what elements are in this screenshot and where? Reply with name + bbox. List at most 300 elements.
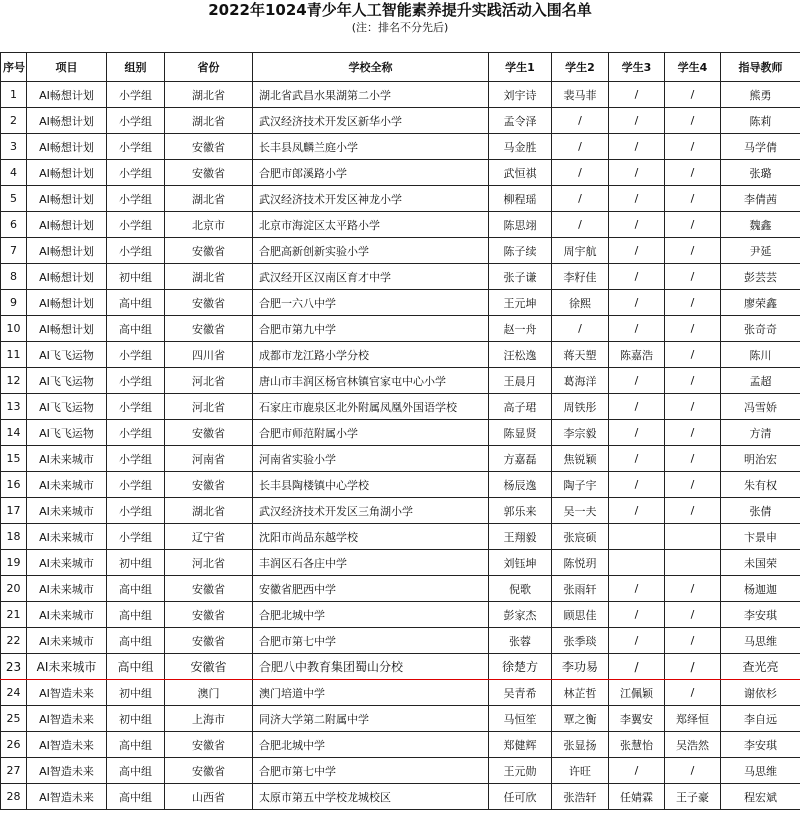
table-cell-student1: 杨辰逸 — [489, 472, 552, 498]
table-cell-teacher: 未国荣 — [721, 550, 800, 576]
table-cell-student1: 汪松逸 — [489, 342, 552, 368]
table-row — [1, 316, 800, 342]
table-cell-teacher: 孟超 — [721, 368, 800, 394]
table-cell-student1: 王元坤 — [489, 290, 552, 316]
table-cell-school: 太原市第五中学校龙城校区 — [253, 784, 489, 810]
table-cell-province: 河南省 — [165, 446, 253, 472]
table-cell-group: 小学组 — [107, 108, 165, 134]
table-cell-student2: 裴马菲 — [552, 82, 609, 108]
table-cell-teacher: 马思维 — [721, 758, 800, 784]
table-row — [1, 420, 800, 446]
table-cell-student1: 马恒笙 — [489, 706, 552, 732]
table-cell-school: 北京市海淀区太平路小学 — [253, 212, 489, 238]
table-cell-project: AI畅想计划 — [27, 186, 107, 212]
table-cell-project: AI未来城市 — [27, 628, 107, 654]
table-cell-teacher: 廖荣鑫 — [721, 290, 800, 316]
table-cell-project: AI未来城市 — [27, 550, 107, 576]
table-cell-teacher: 查光亮 — [721, 654, 800, 680]
table-cell-school: 唐山市丰润区杨官林镇官家屯中心小学 — [253, 368, 489, 394]
table-cell-student3: / — [609, 316, 665, 342]
table-cell-school: 丰润区石各庄中学 — [253, 550, 489, 576]
table-cell-school: 同济大学第二附属中学 — [253, 706, 489, 732]
table-cell-student4: / — [665, 264, 721, 290]
table-cell-teacher: 马学倩 — [721, 134, 800, 160]
table-cell-province: 安徽省 — [165, 576, 253, 602]
table-cell-student1: 张蓉 — [489, 628, 552, 654]
table-cell-school: 武汉经济技术开发区新华小学 — [253, 108, 489, 134]
table-cell-student4: / — [665, 498, 721, 524]
table-cell-student4: / — [665, 290, 721, 316]
table-cell-school: 成都市龙江路小学分校 — [253, 342, 489, 368]
table-cell-student3: / — [609, 628, 665, 654]
table-row — [1, 550, 800, 576]
table-cell-project: AI飞飞运物 — [27, 342, 107, 368]
table-cell-group: 小学组 — [107, 420, 165, 446]
table-cell-student3: / — [609, 212, 665, 238]
table-row — [1, 342, 800, 368]
table-cell-teacher: 尹延 — [721, 238, 800, 264]
table-cell-group: 高中组 — [107, 290, 165, 316]
table-cell-student2: / — [552, 108, 609, 134]
table-cell-province: 安徽省 — [165, 420, 253, 446]
table-cell-student2: / — [552, 186, 609, 212]
table-cell-student2: / — [552, 316, 609, 342]
table-cell-province: 澳门 — [165, 680, 253, 706]
table-cell-group: 小学组 — [107, 342, 165, 368]
table-cell-student4: / — [665, 186, 721, 212]
table-cell-group: 小学组 — [107, 498, 165, 524]
table-cell-index: 16 — [1, 472, 27, 498]
table-row — [1, 602, 800, 628]
table-cell-student1: 方嘉磊 — [489, 446, 552, 472]
table-cell-group: 高中组 — [107, 576, 165, 602]
table-cell-student1: 柳程瑶 — [489, 186, 552, 212]
table-cell-student3: 任婧霖 — [609, 784, 665, 810]
table-cell-project: AI智造未来 — [27, 784, 107, 810]
table-cell-student1: 陈子续 — [489, 238, 552, 264]
document-title: 2022年1024青少年人工智能素养提升实践活动入围名单 — [208, 1, 592, 19]
table-cell-school: 湖北省武昌水果湖第二小学 — [253, 82, 489, 108]
table-cell-teacher: 张璐 — [721, 160, 800, 186]
table-cell-student1: 陈显贤 — [489, 420, 552, 446]
table-cell-student3 — [609, 524, 665, 550]
table-row — [1, 732, 800, 758]
table-cell-group: 小学组 — [107, 368, 165, 394]
table-cell-province: 安徽省 — [165, 758, 253, 784]
table-cell-project: AI未来城市 — [27, 446, 107, 472]
table-cell-student2: 张季琰 — [552, 628, 609, 654]
table-cell-teacher: 朱有权 — [721, 472, 800, 498]
table-cell-project: AI飞飞运物 — [27, 368, 107, 394]
table-cell-school: 安徽省肥西中学 — [253, 576, 489, 602]
table-cell-index: 11 — [1, 342, 27, 368]
table-cell-teacher: 张倩 — [721, 498, 800, 524]
table-row — [1, 680, 800, 706]
table-cell-index: 15 — [1, 446, 27, 472]
table-cell-student4 — [665, 524, 721, 550]
table-cell-student3: / — [609, 186, 665, 212]
table-cell-student3: 李翼安 — [609, 706, 665, 732]
table-cell-student4: / — [665, 472, 721, 498]
table-cell-school: 河南省实验小学 — [253, 446, 489, 472]
table-cell-group: 初中组 — [107, 706, 165, 732]
table-cell-student2: 周铁彤 — [552, 394, 609, 420]
table-cell-province: 辽宁省 — [165, 524, 253, 550]
table-cell-index: 9 — [1, 290, 27, 316]
table-cell-teacher: 熊勇 — [721, 82, 800, 108]
table-cell-school: 武汉经济技术开发区神龙小学 — [253, 186, 489, 212]
column-header-student1: 学生1 — [489, 53, 552, 82]
column-header-index: 序号 — [1, 53, 27, 82]
table-row — [1, 264, 800, 290]
table-cell-student1: 王晨月 — [489, 368, 552, 394]
table-header — [1, 53, 800, 82]
table-cell-student4: 吴浩然 — [665, 732, 721, 758]
table-row — [1, 706, 800, 732]
table-cell-student2: 葛海洋 — [552, 368, 609, 394]
table-cell-project: AI未来城市 — [27, 602, 107, 628]
table-cell-province: 安徽省 — [165, 602, 253, 628]
table-cell-student2: 吴一夫 — [552, 498, 609, 524]
table-cell-index: 10 — [1, 316, 27, 342]
table-row — [1, 238, 800, 264]
table-cell-student1: 孟令泽 — [489, 108, 552, 134]
table-cell-student3: / — [609, 420, 665, 446]
table-cell-student3: / — [609, 758, 665, 784]
table-cell-index: 8 — [1, 264, 27, 290]
table-cell-student4: / — [665, 654, 721, 680]
table-cell-student4: / — [665, 108, 721, 134]
table-cell-student4: / — [665, 212, 721, 238]
table-cell-student1: 张子谦 — [489, 264, 552, 290]
table-cell-student2: 林芷哲 — [552, 680, 609, 706]
table-cell-project: AI畅想计划 — [27, 160, 107, 186]
table-cell-group: 高中组 — [107, 316, 165, 342]
document-subtitle: (注：排名不分先后) — [351, 21, 449, 34]
table-cell-project: AI智造未来 — [27, 758, 107, 784]
table-cell-student4: / — [665, 576, 721, 602]
table-cell-province: 河北省 — [165, 368, 253, 394]
table-cell-teacher: 李安琪 — [721, 732, 800, 758]
table-cell-student2: 许旺 — [552, 758, 609, 784]
table-row — [1, 498, 800, 524]
table-cell-group: 小学组 — [107, 160, 165, 186]
table-row — [1, 368, 800, 394]
table-cell-school: 合肥高新创新实验小学 — [253, 238, 489, 264]
table-cell-project: AI畅想计划 — [27, 264, 107, 290]
table-cell-student2: 张显扬 — [552, 732, 609, 758]
table-cell-school: 合肥一六八中学 — [253, 290, 489, 316]
table-cell-student2: 顾思佳 — [552, 602, 609, 628]
table-cell-project: AI畅想计划 — [27, 134, 107, 160]
table-cell-student1: 马金胜 — [489, 134, 552, 160]
table-cell-student2: 张宸硕 — [552, 524, 609, 550]
table-cell-province: 湖北省 — [165, 186, 253, 212]
table-cell-index: 6 — [1, 212, 27, 238]
table-cell-group: 小学组 — [107, 394, 165, 420]
table-cell-group: 小学组 — [107, 238, 165, 264]
table-cell-school: 长丰县凤麟兰庭小学 — [253, 134, 489, 160]
table-cell-project: AI智造未来 — [27, 680, 107, 706]
table-cell-student3: 江佩颖 — [609, 680, 665, 706]
column-header-school: 学校全称 — [253, 53, 489, 82]
table-cell-index: 21 — [1, 602, 27, 628]
table-row — [1, 134, 800, 160]
table-cell-index: 5 — [1, 186, 27, 212]
table-cell-teacher: 李自远 — [721, 706, 800, 732]
table-cell-index: 14 — [1, 420, 27, 446]
table-cell-school: 合肥市师范附属小学 — [253, 420, 489, 446]
table-cell-project: AI未来城市 — [27, 498, 107, 524]
table-cell-province: 河北省 — [165, 394, 253, 420]
table-cell-group: 小学组 — [107, 524, 165, 550]
table-cell-teacher: 冯雪娇 — [721, 394, 800, 420]
table-row — [1, 186, 800, 212]
table-cell-student3 — [609, 550, 665, 576]
table-cell-group: 小学组 — [107, 82, 165, 108]
table-cell-student1: 彭家杰 — [489, 602, 552, 628]
table-cell-student3: / — [609, 108, 665, 134]
table-cell-student1: 王翔毅 — [489, 524, 552, 550]
table-cell-student4: / — [665, 368, 721, 394]
table-cell-school: 沈阳市尚品东越学校 — [253, 524, 489, 550]
table-cell-teacher: 马思维 — [721, 628, 800, 654]
table-cell-student3: / — [609, 238, 665, 264]
table-cell-group: 小学组 — [107, 134, 165, 160]
table-row — [1, 446, 800, 472]
table-cell-student3: / — [609, 576, 665, 602]
table-cell-student2: 张浩轩 — [552, 784, 609, 810]
table-cell-group: 初中组 — [107, 264, 165, 290]
table-cell-province: 北京市 — [165, 212, 253, 238]
table-cell-index: 13 — [1, 394, 27, 420]
table-cell-province: 安徽省 — [165, 290, 253, 316]
table-cell-student4: 王子豪 — [665, 784, 721, 810]
table-cell-index: 2 — [1, 108, 27, 134]
table-cell-index: 17 — [1, 498, 27, 524]
table-cell-student2: / — [552, 160, 609, 186]
table-cell-project: AI畅想计划 — [27, 290, 107, 316]
table-cell-index: 23 — [1, 654, 27, 680]
table-cell-student1: 吴青希 — [489, 680, 552, 706]
table-cell-teacher: 彭芸芸 — [721, 264, 800, 290]
table-cell-teacher: 谢依杉 — [721, 680, 800, 706]
table-cell-student3: / — [609, 134, 665, 160]
table-cell-index: 27 — [1, 758, 27, 784]
table-cell-group: 初中组 — [107, 550, 165, 576]
table-cell-student4 — [665, 550, 721, 576]
table-cell-school: 合肥北城中学 — [253, 602, 489, 628]
table-cell-student3: / — [609, 654, 665, 680]
table-cell-student1: 倪歌 — [489, 576, 552, 602]
header-row — [1, 53, 800, 82]
table-row — [1, 628, 800, 654]
column-header-province: 省份 — [165, 53, 253, 82]
table-cell-teacher: 卞景申 — [721, 524, 800, 550]
table-cell-student3: / — [609, 264, 665, 290]
column-header-student3: 学生3 — [609, 53, 665, 82]
table-cell-province: 上海市 — [165, 706, 253, 732]
table-cell-student4: / — [665, 420, 721, 446]
table-cell-project: AI未来城市 — [27, 654, 107, 680]
table-cell-teacher: 魏鑫 — [721, 212, 800, 238]
table-cell-project: AI未来城市 — [27, 576, 107, 602]
table-cell-index: 7 — [1, 238, 27, 264]
table-cell-student2: 覃之衡 — [552, 706, 609, 732]
table-cell-student3: / — [609, 368, 665, 394]
table-cell-project: AI未来城市 — [27, 524, 107, 550]
table-cell-province: 湖北省 — [165, 498, 253, 524]
table-cell-student4: / — [665, 134, 721, 160]
table-cell-province: 湖北省 — [165, 264, 253, 290]
table-cell-school: 澳门培道中学 — [253, 680, 489, 706]
table-cell-index: 3 — [1, 134, 27, 160]
column-header-project: 项目 — [27, 53, 107, 82]
table-cell-group: 高中组 — [107, 732, 165, 758]
table-cell-project: AI智造未来 — [27, 706, 107, 732]
column-header-student2: 学生2 — [552, 53, 609, 82]
table-cell-student1: 高子珺 — [489, 394, 552, 420]
table-row — [1, 758, 800, 784]
table-cell-student4: / — [665, 758, 721, 784]
table-cell-province: 安徽省 — [165, 472, 253, 498]
table-cell-student3: / — [609, 290, 665, 316]
table-cell-school: 武汉经开区汉南区育才中学 — [253, 264, 489, 290]
table-body — [1, 82, 800, 810]
table-cell-student2: 李籽佳 — [552, 264, 609, 290]
table-cell-student2: 李功易 — [552, 654, 609, 680]
table-cell-index: 1 — [1, 82, 27, 108]
table-row — [1, 290, 800, 316]
table-cell-index: 25 — [1, 706, 27, 732]
table-cell-province: 湖北省 — [165, 82, 253, 108]
table-row — [1, 108, 800, 134]
table-cell-student1: 刘宇诗 — [489, 82, 552, 108]
table-cell-project: AI畅想计划 — [27, 238, 107, 264]
table-cell-student1: 郑健辉 — [489, 732, 552, 758]
table-cell-teacher: 明治宏 — [721, 446, 800, 472]
table-row — [1, 654, 800, 680]
table-cell-index: 26 — [1, 732, 27, 758]
table-cell-student3: 张慧怡 — [609, 732, 665, 758]
table-cell-student4: / — [665, 342, 721, 368]
table-cell-index: 4 — [1, 160, 27, 186]
table-cell-student4: / — [665, 628, 721, 654]
table-cell-index: 12 — [1, 368, 27, 394]
table-cell-student4: / — [665, 680, 721, 706]
table-cell-school: 长丰县陶楼镇中心学校 — [253, 472, 489, 498]
table-cell-student3: / — [609, 394, 665, 420]
table-cell-student4: / — [665, 602, 721, 628]
table-cell-student1: 王元勋 — [489, 758, 552, 784]
column-header-teacher: 指导教师 — [721, 53, 800, 82]
table-row — [1, 160, 800, 186]
table-cell-student2: 张雨轩 — [552, 576, 609, 602]
table-cell-index: 20 — [1, 576, 27, 602]
table-cell-group: 小学组 — [107, 472, 165, 498]
table-cell-student1: 赵一舟 — [489, 316, 552, 342]
table-cell-index: 18 — [1, 524, 27, 550]
table-cell-province: 河北省 — [165, 550, 253, 576]
table-cell-student2: / — [552, 212, 609, 238]
table-cell-student2: 李宗毅 — [552, 420, 609, 446]
table-cell-index: 22 — [1, 628, 27, 654]
table-cell-student2: 徐熙 — [552, 290, 609, 316]
table-cell-teacher: 李安琪 — [721, 602, 800, 628]
table-cell-student3: / — [609, 498, 665, 524]
table-row — [1, 212, 800, 238]
table-cell-school: 合肥市第九中学 — [253, 316, 489, 342]
table-cell-province: 安徽省 — [165, 134, 253, 160]
table-cell-teacher: 程宏斌 — [721, 784, 800, 810]
table-cell-student2: / — [552, 134, 609, 160]
table-cell-student2: 陶子宇 — [552, 472, 609, 498]
table-cell-project: AI智造未来 — [27, 732, 107, 758]
finalist-table — [0, 52, 800, 810]
table-cell-teacher: 李倩茜 — [721, 186, 800, 212]
table-cell-teacher: 方清 — [721, 420, 800, 446]
table-cell-student3: 陈嘉浩 — [609, 342, 665, 368]
table-cell-school: 合肥市郎溪路小学 — [253, 160, 489, 186]
column-header-group: 组别 — [107, 53, 165, 82]
table-cell-index: 24 — [1, 680, 27, 706]
table-row — [1, 576, 800, 602]
table-cell-teacher: 杨迦迦 — [721, 576, 800, 602]
table-cell-student1: 陈思翊 — [489, 212, 552, 238]
table-cell-project: AI畅想计划 — [27, 82, 107, 108]
table-row — [1, 784, 800, 810]
table-cell-teacher: 陈川 — [721, 342, 800, 368]
table-cell-school: 合肥八中教育集团蜀山分校 — [253, 654, 489, 680]
table-row — [1, 394, 800, 420]
table-row — [1, 472, 800, 498]
table-cell-student3: / — [609, 602, 665, 628]
table-cell-province: 湖北省 — [165, 108, 253, 134]
table-cell-student4: / — [665, 82, 721, 108]
table-cell-group: 小学组 — [107, 212, 165, 238]
table-cell-student1: 武恒祺 — [489, 160, 552, 186]
table-cell-school: 合肥市第七中学 — [253, 628, 489, 654]
table-cell-student1: 郭乐来 — [489, 498, 552, 524]
table-cell-project: AI未来城市 — [27, 472, 107, 498]
table-cell-student4: / — [665, 394, 721, 420]
table-cell-student4: / — [665, 446, 721, 472]
table-cell-province: 安徽省 — [165, 628, 253, 654]
table-cell-school: 武汉经济技术开发区三角湖小学 — [253, 498, 489, 524]
table-cell-student4: / — [665, 238, 721, 264]
table-cell-group: 高中组 — [107, 758, 165, 784]
table-cell-province: 山西省 — [165, 784, 253, 810]
table-cell-school: 合肥市第七中学 — [253, 758, 489, 784]
table-cell-index: 28 — [1, 784, 27, 810]
table-cell-student3: / — [609, 160, 665, 186]
table-cell-province: 安徽省 — [165, 654, 253, 680]
table-cell-student3: / — [609, 472, 665, 498]
column-header-student4: 学生4 — [665, 53, 721, 82]
table-cell-student1: 任可欣 — [489, 784, 552, 810]
table-row — [1, 524, 800, 550]
table-row — [1, 82, 800, 108]
table-cell-group: 高中组 — [107, 602, 165, 628]
table-cell-student4: / — [665, 160, 721, 186]
table-cell-province: 安徽省 — [165, 316, 253, 342]
table-cell-student2: 蒋天塑 — [552, 342, 609, 368]
table-cell-project: AI畅想计划 — [27, 316, 107, 342]
table-cell-student2: 周宇航 — [552, 238, 609, 264]
table-cell-student1: 徐楚方 — [489, 654, 552, 680]
finalist-table-container — [0, 52, 800, 810]
table-cell-province: 安徽省 — [165, 238, 253, 264]
